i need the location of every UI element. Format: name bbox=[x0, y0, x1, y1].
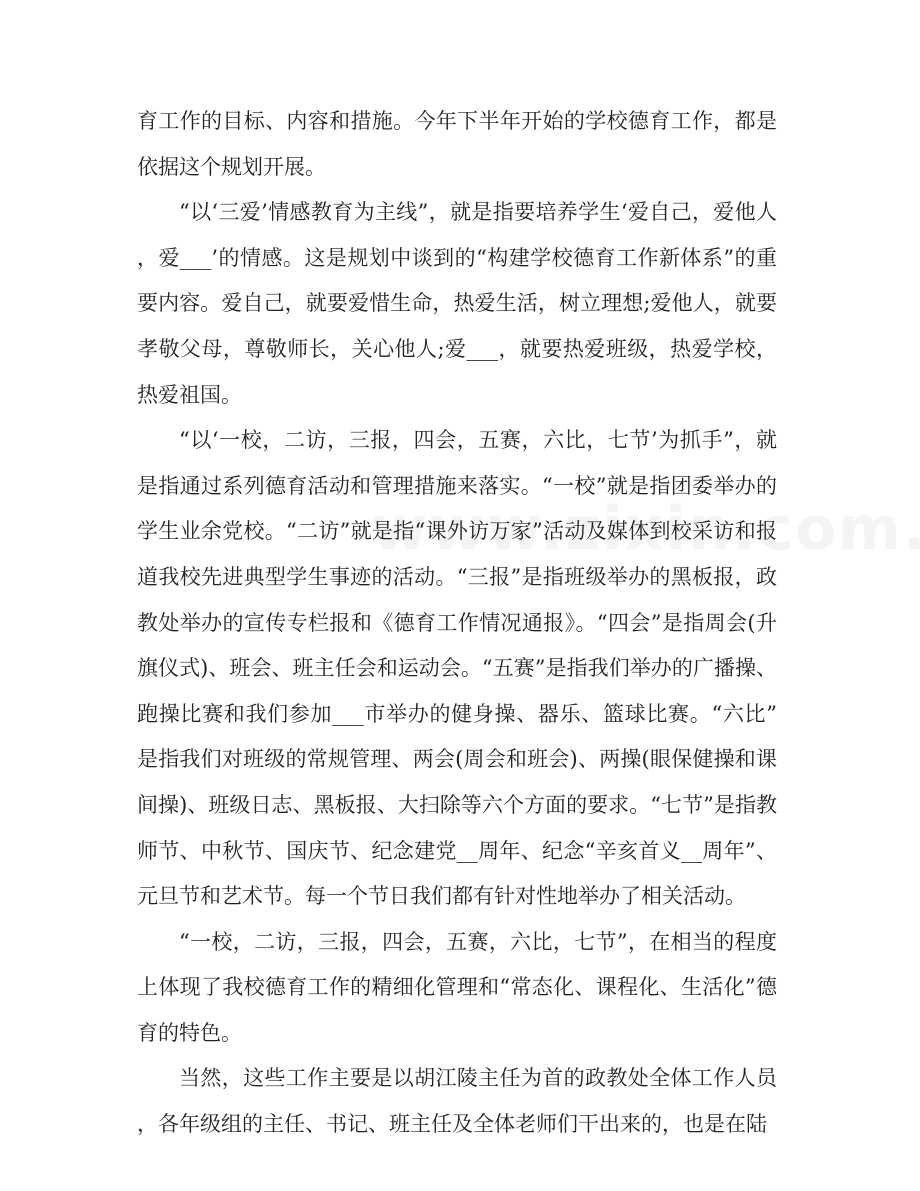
paragraph-4: “一校，二访，三报，四会，五赛，六比，七节”，在相当的程度上体现了我校德育工作的精细化管理和“常态化、课程化、生活化”德育的特色。 bbox=[137, 929, 777, 1045]
paragraph-3: “以‘一校，二访，三报，四会，五赛，六比，七节’为抓手”，就是指通过系列德育活动和管理措施来落实。“一校”就是指团委举办的学生业余党校。“二访”就是指“课外访万家”活动及媒体到校采访和报道我校先进典型学生事迹的活动。“三报”是指班级举办的黑板报，政教处举办的宣传专栏报和《德育工作情况通报》。“四会”是指周会(升旗仪式)、班会、班主任会和运动会。“五赛”是指我们举办的广播操、跑操比赛和我们参加___市举办的健身操、器乐、篮球比赛。“六比”是指我们对班级的常规管理、两会(周会和班会)、两操(眼保健操和课间操)、班级日志、黑板报、大扫除等六个方面的要求。“七节”是指教师节、中秋节、国庆节、纪念建党__周年、纪念“辛亥首义__周年”、元旦节和艺术节。每一个节日我们都有针对性地举办了相关活动。 bbox=[137, 428, 777, 909]
paragraph-5: 当然，这些工作主要是以胡江陵主任为首的政教处全体工作人员，各年级组的主任、书记、班主任及全体老师们干出来的，也是在陆 bbox=[137, 1066, 777, 1137]
paragraph-1: 育工作的目标、内容和措施。今年下半年开始的学校德育工作，都是依据这个规划开展。 bbox=[137, 109, 777, 179]
paragraph-2: “以‘三爱’情感教育为主线”，就是指要培养学生‘爱自己，爱他人，爱___’的情感。这是规划中谈到的“构建学校德育工作新体系”的重要内容。爱自己，就要爱惜生命，热爱生活，树立理想;爱他人，就要孝敬父母，尊敬师长，关心他人;爱___，就要热爱班级，热爱学校，热爱祖国。 bbox=[137, 200, 777, 407]
document-body bbox=[137, 99, 777, 1148]
